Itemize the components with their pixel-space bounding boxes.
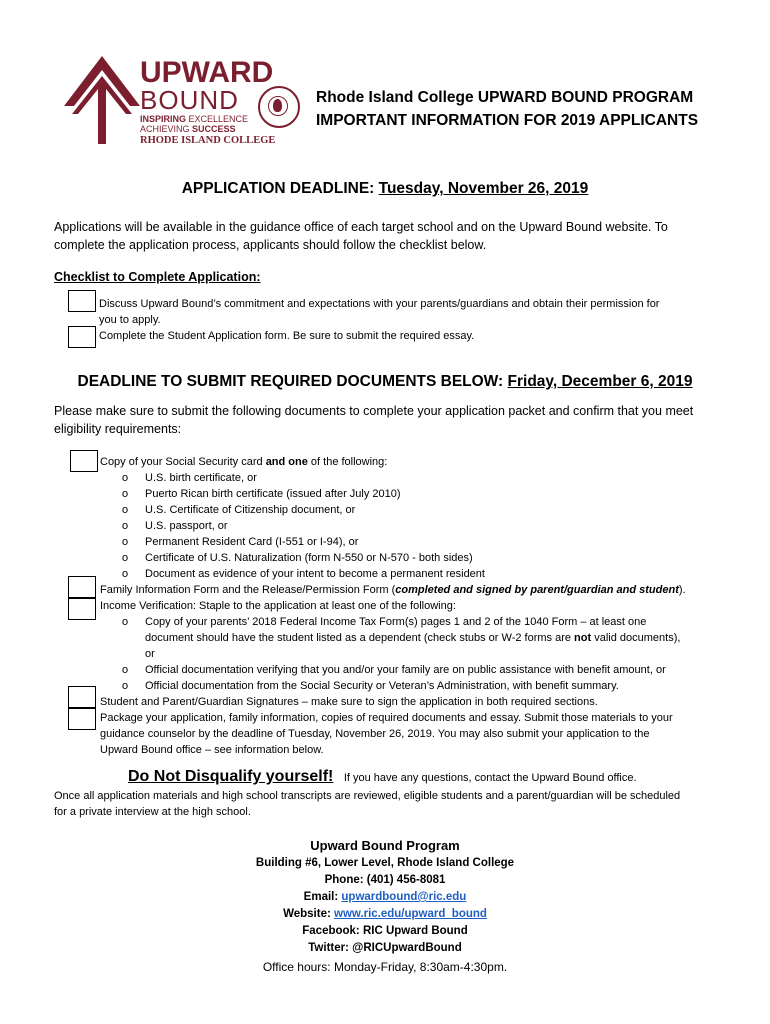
header-title-line2: IMPORTANT INFORMATION FOR 2019 APPLICANTS [316,112,699,129]
contact-website: Website: www.ric.edu/upward_bound [283,908,487,920]
bullet: o [122,568,129,580]
checklist-checkbox-1[interactable] [68,290,96,312]
docs-package-line3: Upward Bound office – see information below. [100,744,324,756]
checklist-item-1-line1: Discuss Upward Bound’s commitment and expectations with your parents/guardians and obtain their permission for [99,298,660,310]
checklist-item-2: Complete the Student Application form. Be sure to submit the required essay. [99,330,475,342]
bullet: o [122,520,129,532]
intro-line2: complete the application process, applicants should follow the checklist below. [54,238,487,252]
logo-tagline-1: INSPIRING EXCELLENCE [140,114,249,124]
logo-bound-text: BOUND [140,85,239,115]
checklist-title: Checklist to Complete Application: [54,270,261,284]
contact-twitter: Twitter: @RICUpwardBound [308,942,462,954]
contact-phone: Phone: (401) 456-8081 [324,874,446,886]
logo-tagline-2: ACHIEVING SUCCESS [140,124,236,134]
intro-line1: Applications will be available in the guidance office of each target school and on the Upward Bound website. To [54,220,668,234]
bullet: o [122,504,129,516]
ssc-item-4: U.S. passport, or [145,520,228,532]
income-item-3: Official documentation from the Social Security or Veteran’s Administration, with benefit summary. [145,680,619,692]
docs-income-line: Income Verification: Staple to the application at least one of the following: [100,600,456,612]
contact-title: Upward Bound Program [310,838,460,853]
docs-intro-line2: eligibility requirements: [54,422,182,436]
contact-building: Building #6, Lower Level, Rhode Island College [255,857,515,869]
header-title-line1: Rhode Island College UPWARD BOUND PROGRAM [316,89,694,106]
email-link[interactable]: upwardbound@ric.edu [341,891,467,903]
docs-checkbox-signatures[interactable] [68,686,96,708]
disqualify-line: Do Not Disqualify yourself! If you have any questions, contact the Upward Bound office. [128,768,637,785]
ssc-item-2: Puerto Rican birth certificate (issued after July 2010) [145,488,401,500]
income-item-2: Official documentation verifying that you and/or your family are on public assistance with benefit amount, or [145,664,666,676]
checklist-checkbox-2[interactable] [68,326,96,348]
bullet: o [122,664,129,676]
ssc-item-1: U.S. birth certificate, or [145,472,257,484]
bullet: o [122,680,129,692]
docs-ssc-line: Copy of your Social Security card and one of the following: [100,456,388,468]
ssc-item-6: Certificate of U.S. Naturalization (form N-550 or N-570 - both sides) [145,552,473,564]
docs-signatures-line: Student and Parent/Guardian Signatures – make sure to sign the application in both required sections. [100,696,598,708]
income-item-1-line2: document should have the student listed as a dependent (check stubs or W-2 forms are not valid documents), [145,632,681,644]
ssc-item-5: Permanent Resident Card (I-551 or I-94), or [145,536,359,548]
logo-college-text: RHODE ISLAND COLLEGE [140,135,276,146]
docs-package-line1: Package your application, family information, copies of required documents and essay. Submit those materials to your [100,712,673,724]
docs-checkbox-package[interactable] [68,708,96,730]
bullet: o [122,552,129,564]
contact-email: Email: upwardbound@ric.edu [303,891,467,903]
contact-hours: Office hours: Monday-Friday, 8:30am-4:30pm. [262,960,508,974]
application-deadline: APPLICATION DEADLINE: Tuesday, November 26, 2019 [181,180,589,197]
income-item-1-line3: or [145,648,155,660]
bullet: o [122,472,129,484]
checklist-item-1-line2: you to apply. [99,314,161,326]
ssc-item-7: Document as evidence of your intent to become a permanent resident [145,568,485,580]
college-seal-icon [258,86,300,128]
upward-bound-logo [62,54,298,150]
docs-checkbox-ssc[interactable] [70,450,98,472]
docs-package-line2: guidance counselor by the deadline of Tuesday, November 26, 2019. You may also submit your application to the [100,728,650,740]
documents-deadline: DEADLINE TO SUBMIT REQUIRED DOCUMENTS BELOW: Friday, December 6, 2019 [77,373,693,390]
bullet: o [122,536,129,548]
logo-upward-text: UPWARD [140,56,274,89]
bullet: o [122,616,129,628]
contact-facebook: Facebook: RIC Upward Bound [302,925,468,937]
docs-intro-line1: Please make sure to submit the following documents to complete your application packet and confirm that you meet [54,404,694,418]
docs-family-line: Family Information Form and the Release/Permission Form (completed and signed by parent/guardian and student). [100,584,686,596]
bullet: o [122,488,129,500]
docs-checkbox-family[interactable] [68,576,96,598]
disqualify-line3: for a private interview at the high school. [54,806,251,818]
docs-checkbox-income[interactable] [68,598,96,620]
income-item-1-line1: Copy of your parents’ 2018 Federal Income Tax Form(s) pages 1 and 2 of the 1040 Form – at least one [145,616,647,628]
ssc-item-3: U.S. Certificate of Citizenship document, or [145,504,356,516]
website-link[interactable]: www.ric.edu/upward_bound [334,908,487,920]
disqualify-line2: Once all application materials and high school transcripts are reviewed, eligible students and a parent/guardian will be scheduled [54,790,681,802]
logo-arrow-icon [62,54,142,150]
